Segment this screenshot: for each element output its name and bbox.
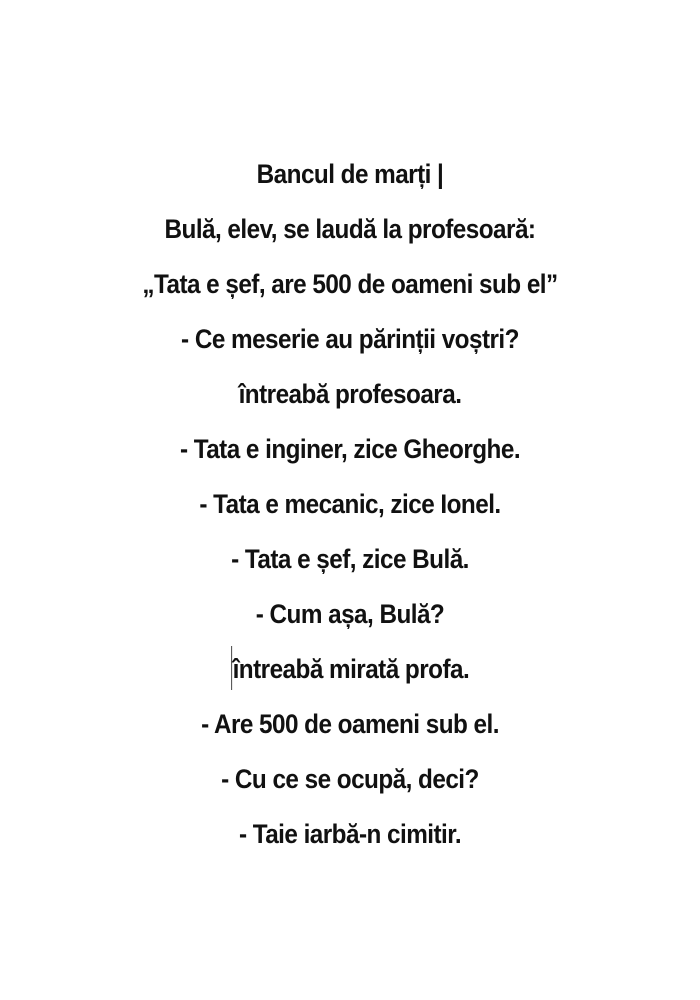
joke-line-9[interactable] (35, 642, 665, 697)
joke-line-2: „Tata e șef, are 500 de oameni sub el” (142, 269, 558, 299)
joke-line-6: - Tata e mecanic, zice Ionel. (199, 489, 501, 519)
text-cursor (231, 646, 232, 690)
joke-line-7: - Tata e șef, zice Bulă. (231, 544, 469, 574)
joke-line-8: - Cum așa, Bulă? (255, 599, 445, 629)
joke-line-3: - Ce meserie au părinții voștri? (181, 324, 519, 354)
joke-line-4: întreabă profesoara. (238, 379, 462, 409)
joke-line-10: - Are 500 de oameni sub el. (201, 709, 499, 739)
joke-text-block (0, 147, 700, 862)
joke-title: Bancul de marți | (256, 159, 444, 189)
joke-line-11: - Cu ce se ocupă, deci? (221, 764, 479, 794)
joke-line-1: Bulă, elev, se laudă la profesoară: (164, 214, 536, 244)
joke-line-12: - Taie iarbă-n cimitir. (238, 819, 462, 849)
joke-line-5: - Tata e inginer, zice Gheorghe. (179, 434, 521, 464)
joke-line-9-text: întreabă mirată profa. (232, 654, 470, 684)
